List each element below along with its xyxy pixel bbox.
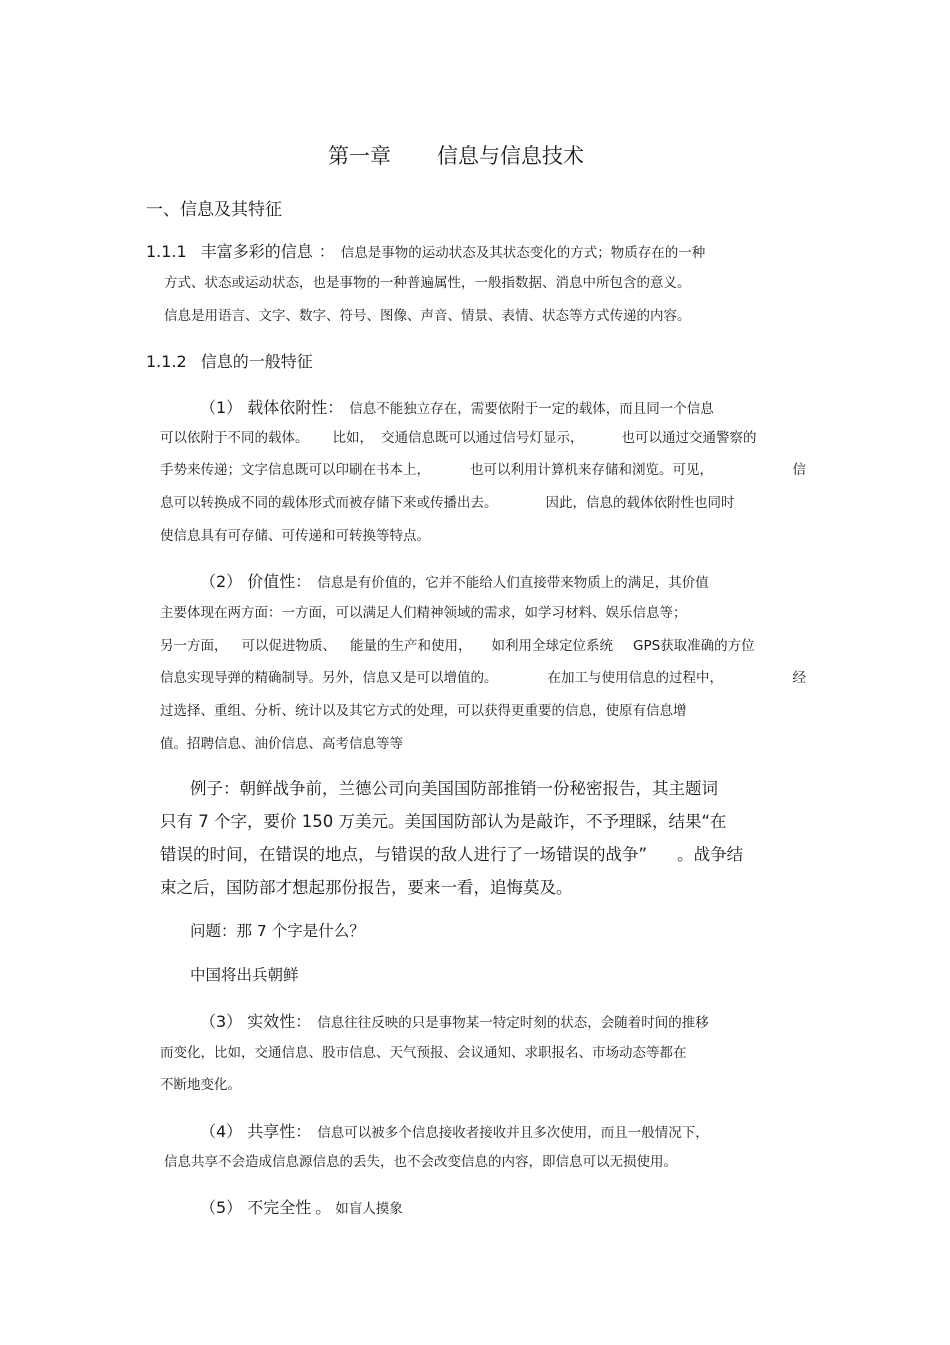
subsection-1-1-2-heading <box>146 352 313 371</box>
example-line-1: 例子：朝鲜战争前，兰德公司向美国国防部推销一份秘密报告，其主题词 <box>190 779 718 798</box>
paragraph-text: 信息是用语言、文字、数字、符号、图像、声音、情景、表情、状态等方式传递的内容。 <box>164 308 691 324</box>
feature-1-line-4: 息可以转换成不同的载体形式而被存储下来或传播出去。 因此，信息的载体依附性也同时 <box>160 495 735 511</box>
feature-3-line-3: 不断地变化。 <box>160 1077 241 1093</box>
example-line-3: 错误的时间，在错误的地点，与错误的敌人进行了一场错误的战争” 。战争结 <box>160 845 744 864</box>
paragraph-text: 方式、状态或运动状态，也是事物的一种普遍属性，一般指数据、消息中所包含的意义。 <box>164 275 691 291</box>
subsection-heading: 信息的一般特征 <box>200 352 313 371</box>
feature-1-line-2: 可以依附于不同的载体。 比如， 交通信息既可以通过信号灯显示， 也可以通过交通警察的 <box>160 430 757 446</box>
section-heading: 一、信息及其特征 <box>146 200 282 220</box>
feature-2-line-5: 过选择、重组、分析、统计以及其它方式的处理，可以获得更重要的信息，使原有信息增 <box>160 703 687 719</box>
feature-2-line-3: 另一方面， 可以促进物质、 能量的生产和使用， 如利用全球定位系统 GPS获取准确的方位 <box>160 638 755 654</box>
feature-label: （4） 共享性： <box>200 1122 312 1141</box>
subsection-number: 1.1.1 <box>146 242 187 261</box>
chapter-name: 信息与信息技术 <box>437 144 584 168</box>
feature-2-line-6: 值。招聘信息、油价信息、高考信息等等 <box>160 736 403 752</box>
feature-1-line-5: 使信息具有可存储、可传递和可转换等特点。 <box>160 528 430 544</box>
feature-4-line-1: （4） 共享性： 信息可以被多个信息接收者接收并且多次使用，而且一般情况下， <box>200 1122 709 1141</box>
feature-2-line-1: （2） 价值性： 信息是有价值的，它并不能给人们直接带来物质上的满足，其价值 <box>200 572 709 591</box>
feature-label: （1） 载体依附性： <box>200 398 344 417</box>
feature-1-line-3: 手势来传递；文字信息既可以印刷在书本上， 也可以利用计算机来存储和浏览。可见， 信 <box>160 462 806 478</box>
example-line-2: 只有 7 个字，要价 150 万美元。美国国防部认为是敲诈，不予理睬，结果“在 <box>160 812 727 831</box>
feature-2-line-2: 主要体现在两方面：一方面，可以满足人们精神领域的需求，如学习材料、娱乐信息等； <box>160 605 687 621</box>
subsection-heading: 丰富多彩的信息 <box>200 242 313 261</box>
feature-5-line-1: （5） 不完全性 。 如盲人摸象 <box>200 1198 403 1217</box>
chapter-number: 第一章 <box>328 144 391 168</box>
paragraph-text: 信息是事物的运动状态及其状态变化的方式；物质存在的一种 <box>340 245 706 261</box>
subsection-number: 1.1.2 <box>146 352 187 371</box>
subsection-1-1-1-line-1: 1.1.1 丰富多彩的信息 ： 信息是事物的运动状态及其状态变化的方式；物质存在的一种 <box>146 242 706 261</box>
answer-text: 中国将出兵朝鲜 <box>190 966 299 984</box>
feature-4-line-2: 信息共享不会造成信息源信息的丢失，也不会改变信息的内容，即信息可以无损使用。 <box>164 1154 677 1170</box>
feature-label: （3） 实效性： <box>200 1012 312 1031</box>
question-text: 问题：那 7 个字是什么？ <box>190 922 365 940</box>
feature-label: （2） 价值性： <box>200 572 312 591</box>
feature-2-line-4: 信息实现导弹的精确制导。另外，信息又是可以增值的。 在加工与使用信息的过程中， 经 <box>160 670 806 686</box>
example-line-4: 束之后，国防部才想起那份报告，要来一看，追悔莫及。 <box>160 878 573 897</box>
chapter-title <box>328 144 584 169</box>
feature-3-line-2: 而变化，比如，交通信息、股市信息、天气预报、会议通知、求职报名、市场动态等都在 <box>160 1045 687 1061</box>
feature-1-line-1: （1） 载体依附性： 信息不能独立存在，需要依附于一定的载体，而且同一个信息 <box>200 398 714 417</box>
feature-label: （5） 不完全性 <box>200 1198 312 1217</box>
feature-3-line-1: （3） 实效性： 信息往往反映的只是事物某一特定时刻的状态，会随着时间的推移 <box>200 1012 709 1031</box>
